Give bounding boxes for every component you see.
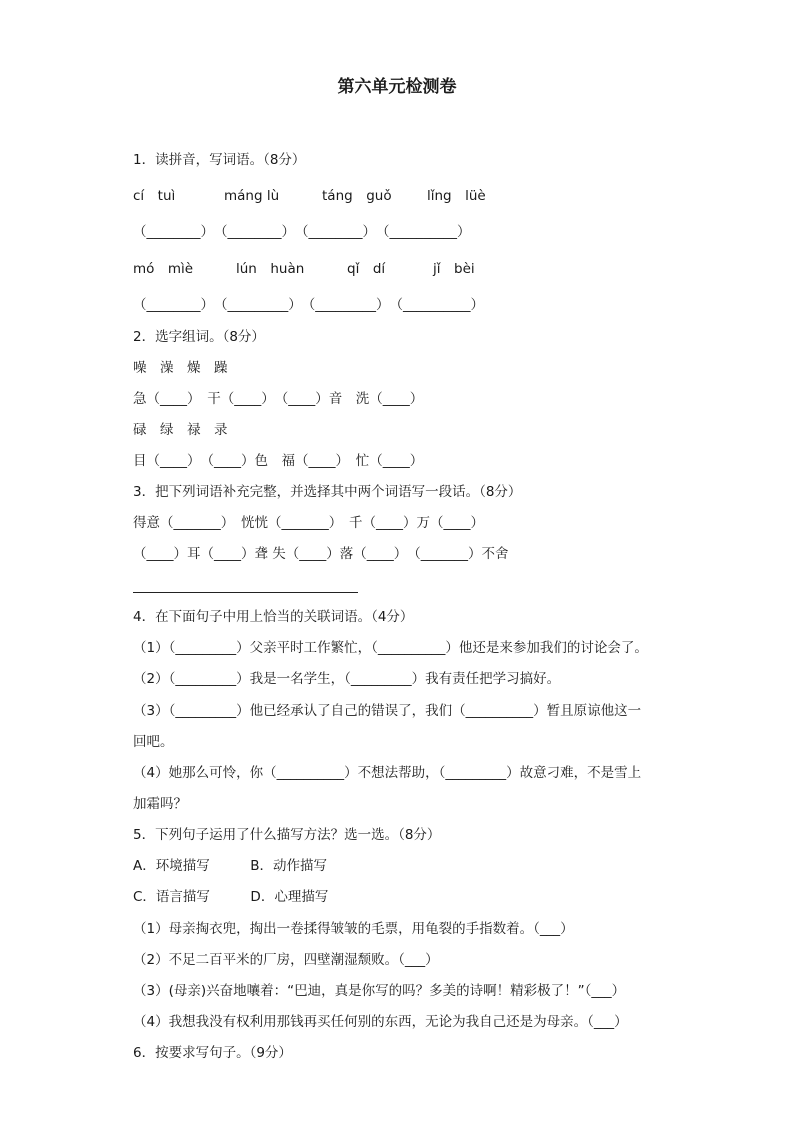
pinyin-word: máng lù [224, 188, 280, 204]
pinyin-word: cí tuì [133, 188, 176, 204]
idiom-blanks: （____）耳（____）聋 失（____）落（____） （_______）不舍 [133, 546, 509, 562]
q4-heading: 4．在下面句子中用上恰当的关联词语。（4分） [133, 609, 414, 625]
word-blanks: 急（____） 干（____） （____）音 洗（____） [133, 391, 424, 407]
pinyin-word: táng guǒ [322, 188, 392, 204]
answer-blanks: （________） （________） （________） （__________） [133, 224, 471, 240]
page-title: 第六单元检测卷 [337, 77, 457, 97]
pinyin-word: lún huàn [236, 261, 305, 277]
sentence: （2）（_________）我是一名学生，（_________）我有责任把学习搞好。 [133, 671, 561, 687]
word-blanks: 目（____） （____）色 福（____） 忙（____） [133, 453, 424, 469]
options-ab: A．环境描写 B．动作描写 [133, 858, 327, 874]
sentence: （2）不足二百平米的厂房，四壁潮湿颓败。（___） [133, 952, 439, 968]
q6-heading: 6．按要求写句子。（9分） [133, 1045, 292, 1061]
sentence: （4）她那么可怜，你（__________）不想法帮助，（_________）故意刁难，不是雪上 [133, 765, 642, 781]
sentence: （4）我想我没有权利用那钱再买任何别的东西，无论为我自己还是为母亲。（___） [133, 1014, 628, 1030]
sentence: （3）(母亲)兴奋地嚷着：“巴迪，真是你写的吗？多美的诗啊！精彩极了！”（___） [133, 983, 626, 999]
options-cd: C．语言描写 D．心理描写 [133, 889, 329, 905]
idiom-blanks: 得意（_______） 恍恍（_______） 千（____）万（____） [133, 515, 484, 531]
q5-heading: 5．下列句子运用了什么描写方法？选一选。（8分） [133, 827, 441, 843]
sentence-continued: 加霜吗？ [133, 796, 187, 812]
char-options: 碌 绿 禄 录 [133, 422, 228, 438]
q2-heading: 2．选字组词。（8分） [133, 329, 265, 345]
q3-heading: 3．把下列词语补充完整，并选择其中两个词语写一段话。（8分） [133, 484, 522, 500]
pinyin-word: qǐ dí [347, 261, 386, 277]
pinyin-word: mó mìè [133, 261, 194, 277]
q1-heading: 1．读拼音，写词语。（8分） [133, 152, 306, 168]
sentence: （1）（_________）父亲平时工作繁忙，（__________）他还是来参加我们的讨论会了。 [133, 640, 648, 656]
sentence-continued: 回吧。 [133, 734, 174, 750]
sentence: （3）（_________）他已经承认了自己的错误了，我们（__________）暂且原谅他这一 [133, 703, 642, 719]
pinyin-word: lǐng lüè [427, 188, 486, 204]
sentence: （1）母亲掏衣兜，掏出一卷揉得皱皱的毛票，用龟裂的手指数着。（___） [133, 921, 574, 937]
writing-line [133, 592, 358, 593]
char-options: 噪 澡 燥 躁 [133, 360, 228, 376]
pinyin-word: jǐ bèi [433, 261, 475, 277]
answer-blanks: （________） （_________） （_________） （__________） [133, 297, 484, 313]
